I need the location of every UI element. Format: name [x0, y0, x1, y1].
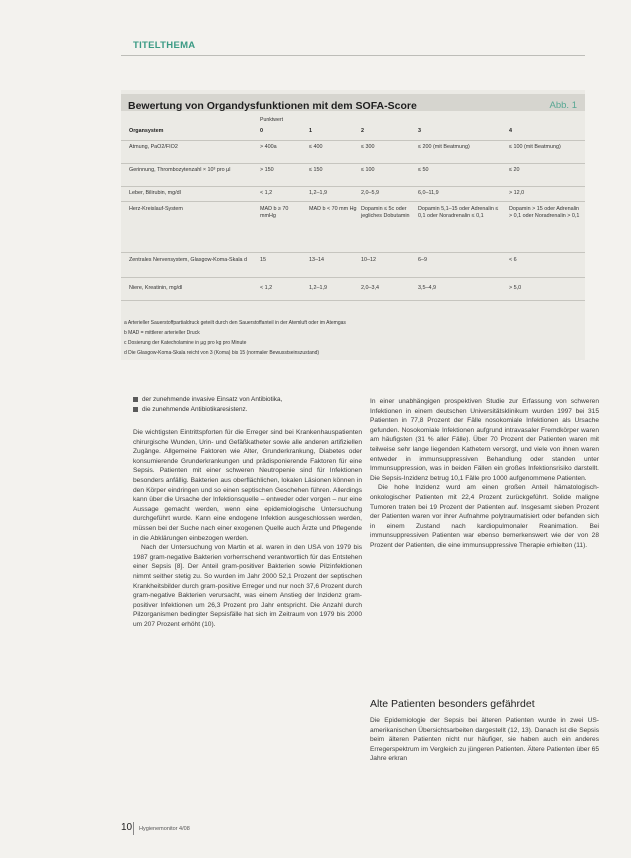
footnote: c Dosierung der Katecholamine in µg pro kg pro Minute	[124, 340, 247, 346]
table-cell: Dopamin 5,1–15 oder Adrenalin ≤ 0,1 oder Noradrenalin ≤ 0,1	[418, 206, 499, 219]
table-cell: 6,0–11,9	[418, 190, 439, 196]
footnote: d Die Glasgow-Koma-Skala reicht von 3 (Koma) bis 15 (normaler Bewusstseinszustand)	[124, 350, 320, 356]
header-cell: 3	[418, 128, 421, 134]
bullet-item	[133, 396, 282, 403]
bullet-text: der zunehmende invasive Einsatz von Antibiotika,	[142, 396, 283, 403]
table-cell: 2,0–5,9	[361, 190, 379, 196]
table-cell: ≤ 100 (mit Beatmung)	[509, 144, 561, 150]
table-cell: < 6	[509, 257, 517, 263]
table-cell: 13–14	[309, 257, 324, 263]
header-cell: Organsystem	[129, 128, 164, 134]
table-cell: < 1,2	[260, 190, 273, 196]
body-paragraph: Die hohe Inzidenz wurd am einen großen Anteil hämatologisch-onkologischer Patienten mit 22,4 Prozent zurückgeführt. Solide maligne Tumoren traten bei 19 Prozent der Patienten auf. Insgesamt sieben Prozent der Patienten waren vor ihrer Aufnahme polytraumatisiert oder befanden sich in einem Zustand nach kardiopulmonaler Reanimation. Bei immunsuppressiven Patienten war ebenso bemerkenswert wie der von 28 Prozent der Patienten, die eine immunsuppressive Therapie erhielten (11).	[370, 484, 599, 549]
right-column	[370, 397, 599, 551]
body-paragraph: Nach der Untersuchung von Martin et al. waren in den USA von 1979 bis 1987 gram-negative Bakterien vorherrschend verantwortlich für das Entstehen einer Sepsis [8]. Der Anteil gram-positiver Bakterien sowie Pilzinfektionen nimmt seither stetig zu. So wurden im Jahr 2000 52,1 Prozent der septischen Krankheitsbilder durch gram-positive Erreger und nur noch 37,6 Prozent durch gram-negative Bakterien verursacht, was einem Anstieg der Inzidenz gram-positiver Infektionen um 26,3 Prozent pro Jahr entspricht. Die Anzahl durch Pilzorganismen bedingter Sepsisfälle hat sich im Zeitraum von 1979 bis 2000 um 207 Prozent erhöht (10).	[133, 544, 362, 628]
table-row	[121, 252, 585, 277]
figure-title: Bewertung von Organdysfunktionen mit dem SOFA-Score	[128, 100, 417, 112]
table-cell: 15	[260, 257, 266, 263]
table-cell: 10–12	[361, 257, 376, 263]
table-cell: ≤ 50	[418, 167, 429, 173]
body-paragraph: Die wichtigsten Eintrittspforten für die Erreger sind bei Krankenhauspatienten chirurgische Wunden, Urin- und Gefäßkatheter sowie alle anderen artifiziellen Zugänge. Allgemeine Faktoren wie Alter, Grunderkrankung, Diabetes oder konsumierende Grunderkrankungen und prädisponierende Faktoren für eine Sepsis. Patienten mit einer schweren Neutropenie sind für Infektionen besonders anfällig. Bakterien aus oberflächlichen, lokalen Läsionen können in den Körper eindringen und so einen septischen Geschehen führen. Allerdings kann über die Ursache der Infektionsquelle – entweder oder vorgen – nur eine Aussage gemacht werden, wenn eine epidemiologische Untersuchung durchgeführt wurde. Kann eine endogene Infektion ausgeschlossen werden, müssen bei der Suche nach einer exogenen Quelle auch Ärzte und Pflegende in die Abklärungen einbezogen werden.	[133, 429, 362, 542]
table-cell: 6–9	[418, 257, 427, 263]
table-cell: ≤ 100	[361, 167, 375, 173]
table-cell: > 12,0	[509, 190, 525, 196]
table-cell: > 5,0	[509, 285, 522, 291]
header-divider	[121, 55, 585, 56]
figure-header	[121, 94, 585, 111]
bullet-text: die zunehmende Antibiotikaresistenz.	[142, 406, 248, 413]
table-cell: ≤ 20	[509, 167, 520, 173]
table-cell: 1,2–1,9	[309, 285, 327, 291]
right-column-continued	[370, 716, 599, 764]
table-cell: Dopamin ≤ 5c oder jegliches Dobutamin	[361, 206, 410, 219]
table-cell: MAD b ≥ 70 mmHg	[260, 206, 289, 219]
table-cell: > 150	[260, 167, 274, 173]
table-cell: 1,2–1,9	[309, 190, 327, 196]
body-paragraph: In einer unabhängigen prospektiven Studie zur Erfassung von schweren Infektionen in einem deutschen Universitätsklinikum wurden 1997 bei 315 Patienten in 77,8 Prozent der Fälle nosokomiale Infektionen als Ursache gefunden. Nosokomiale Infektionen aufgrund intravasaler Fremdkörper waren am häufigsten (31 % aller Fälle). Über 70 Prozent der Patienten waren mit teilweise sehr lange liegenden Kathetern versorgt, und viele von ihnen waren entweder in immunsuppressiven Behandlung oder standen unter Immunsuppression, was in beiden Fällen ein großes Infektionsrisiko darstellt. Die Sepsis-Inzidenz betrug 10,1 Fälle pro 1000 aufgenommene Patienten.	[370, 398, 599, 482]
bullet-square-icon	[133, 397, 138, 402]
header-cell: 4	[509, 128, 512, 134]
table-cell: Herz-Kreislauf-System	[129, 206, 183, 212]
header-cell: 0	[260, 128, 263, 134]
table-cell: > 400a	[260, 144, 277, 150]
figure-label: Abb. 1	[549, 100, 577, 111]
table-cell: Gerinnung, Thrombozytenzahl × 10³ pro µl	[129, 167, 231, 173]
header-cell: 2	[361, 128, 364, 134]
table-row	[121, 201, 585, 252]
table-cell: ≤ 200 (mit Beatmung)	[418, 144, 470, 150]
table-row	[121, 140, 585, 163]
footnote: a Arterieller Sauerstoffpartialdruck geteilt durch den Sauerstoffanteil in der Atemluft oder im Atemgas	[124, 320, 346, 326]
table-cell: ≤ 300	[361, 144, 375, 150]
bullet-item	[133, 406, 248, 413]
points-header: Punktwert	[260, 117, 284, 123]
left-column	[133, 428, 362, 629]
table-cell: Dopamin > 15 oder Adrenalin > 0,1 oder Noradrenalin > 0,1	[509, 206, 580, 219]
table-cell: ≤ 150	[309, 167, 323, 173]
magazine-name: Hygienemonitor 4/08	[139, 826, 190, 832]
table-cell: Niere, Kreatinin, mg/dl	[129, 285, 183, 291]
footer-divider	[133, 822, 134, 835]
table-cell: ≤ 400	[309, 144, 323, 150]
footnote: b MAD = mittlerer arterieller Druck	[124, 330, 200, 336]
table-cell: Zentrales Nervensystem, Glasgow-Koma-Skala d	[129, 257, 248, 263]
table-cell: MAD b < 70 mm Hg	[309, 206, 357, 212]
table-row	[121, 186, 585, 201]
table-row	[121, 163, 585, 186]
table-row	[121, 277, 585, 301]
section-heading: Alte Patienten besonders gefährdet	[370, 698, 535, 710]
table-cell: 2,0–3,4	[361, 285, 379, 291]
table-cell: Leber, Bilirubin, mg/dl	[129, 190, 181, 196]
table-cell: Atmung, PaO2/FIO2	[129, 144, 178, 150]
table-cell: 3,5–4,9	[418, 285, 436, 291]
body-paragraph: Die Epidemiologie der Sepsis bei älteren Patienten wurde in zwei US-amerikanischen Übersichtsarbeiten dargestellt (12, 13). Danach ist die Sepsis beim älteren Patienten nicht nur häufiger, sie haben auch ein anderes Erregerspektrum im Vergleich zu jüngeren Patienten. Ältere Patienten über 65 Jahre erkran	[370, 717, 599, 763]
page-number: 10	[121, 822, 133, 833]
table-header-row	[121, 126, 585, 138]
section-kicker: TITELTHEMA	[133, 40, 196, 51]
table-cell: < 1,2	[260, 285, 273, 291]
header-cell: 1	[309, 128, 312, 134]
bullet-square-icon	[133, 407, 138, 412]
